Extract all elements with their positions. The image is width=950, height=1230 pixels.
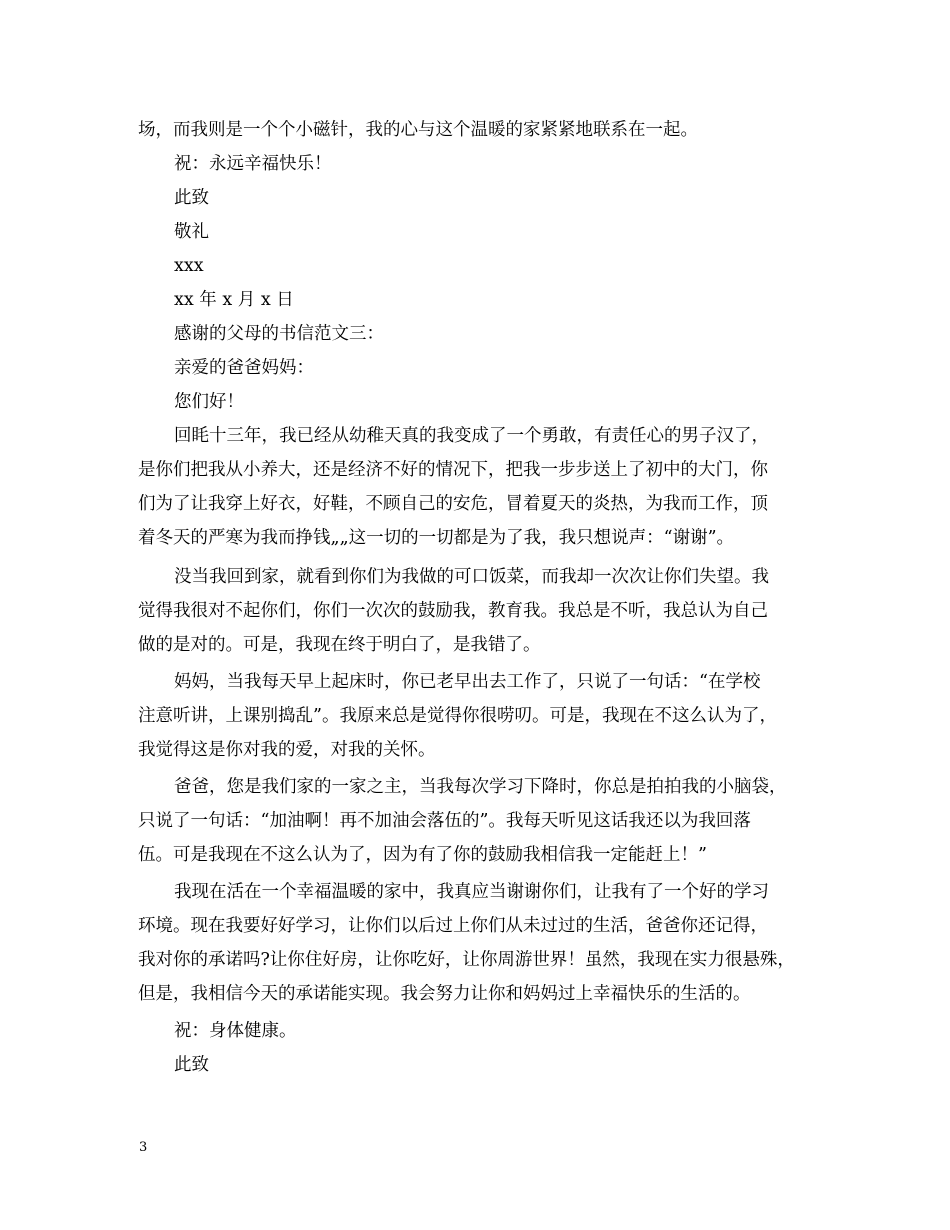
text-line: 做的是对的。可是，我现在终于明白了，是我错了。 [138, 635, 541, 655]
text-line: 注意听讲，上课别捣乱”。我原来总是觉得你很唠叨。可是，我现在不这么认为了， [138, 706, 777, 726]
text-line: 此致 [174, 1055, 209, 1075]
page-number: 3 [139, 1140, 148, 1155]
text-line: 妈妈，当我每天早上起床时，你已老早出去工作了，只说了一句话：“在学校 [174, 672, 761, 692]
text-line: 此致 [174, 188, 209, 208]
text-line: 场，而我则是一个个小磁针，我的心与这个温暖的家紧紧地联系在一起。 [138, 120, 698, 140]
text-line: 爸爸，您是我们家的一家之主，当我每次学习下降时，你总是拍拍我的小脑袋， [174, 777, 787, 797]
text-line: 们为了让我穿上好衣，好鞋，不顾自己的安危，冒着夏天的炎热，为我而工作，顶 [138, 494, 768, 514]
text-line: 但是，我相信今天的承诺能实现。我会努力让你和妈妈过上幸福快乐的生活的。 [138, 984, 751, 1004]
text-line: 祝：身体健康。 [174, 1021, 297, 1041]
text-line: 亲爱的爸爸妈妈： [174, 358, 314, 378]
text-line: 环境。现在我要好好学习，让你们以后过上你们从未过过的生活，爸爸你还记得， [138, 916, 768, 936]
text-line: 我对你的承诺吗?让你住好房，让你吃好，让你周游世界！虽然，我现在实力很悬殊， [138, 950, 795, 970]
text-line: 伍。可是我现在不这么认为了，因为有了你的鼓励我相信我一定能赶上！” [138, 845, 707, 865]
text-line: 感谢的父母的书信范文三： [174, 324, 384, 344]
text-line: 是你们把我从小养大，还是经济不好的情况下，把我一步步送上了初中的大门，你 [138, 460, 768, 480]
text-line: 只说了一句话：“加油啊！再不加油会落伍的”。我每天听见这话我还以为我回落 [138, 811, 751, 831]
text-line: 我现在活在一个幸福温暖的家中，我真应当谢谢你们，让我有了一个好的学习 [174, 882, 769, 902]
text-line: xx 年 x 月 x 日 [174, 290, 294, 310]
text-line: 您们好！ [174, 392, 244, 412]
text-line: 我觉得这是你对我的爱，对我的关怀。 [138, 740, 436, 760]
text-line: 着冬天的严寒为我而挣钱„„这一切的一切都是为了我，我只想说声：“谢谢”。 [138, 528, 735, 548]
text-line: 觉得我很对不起你们，你们一次次的鼓励我，教育我。我总是不听，我总认为自己 [138, 601, 768, 621]
text-line: 祝：永远辛福快乐！ [174, 154, 332, 174]
text-line: 敬礼 [174, 222, 209, 242]
text-line: 没当我回到家，就看到你们为我做的可口饭菜，而我却一次次让你们失望。我 [174, 567, 769, 587]
text-line: 回眊十三年，我已经从幼稚天真的我变成了一个勇敢，有责任心的男子汉了， [174, 426, 769, 446]
text-line: xxx [174, 256, 204, 276]
